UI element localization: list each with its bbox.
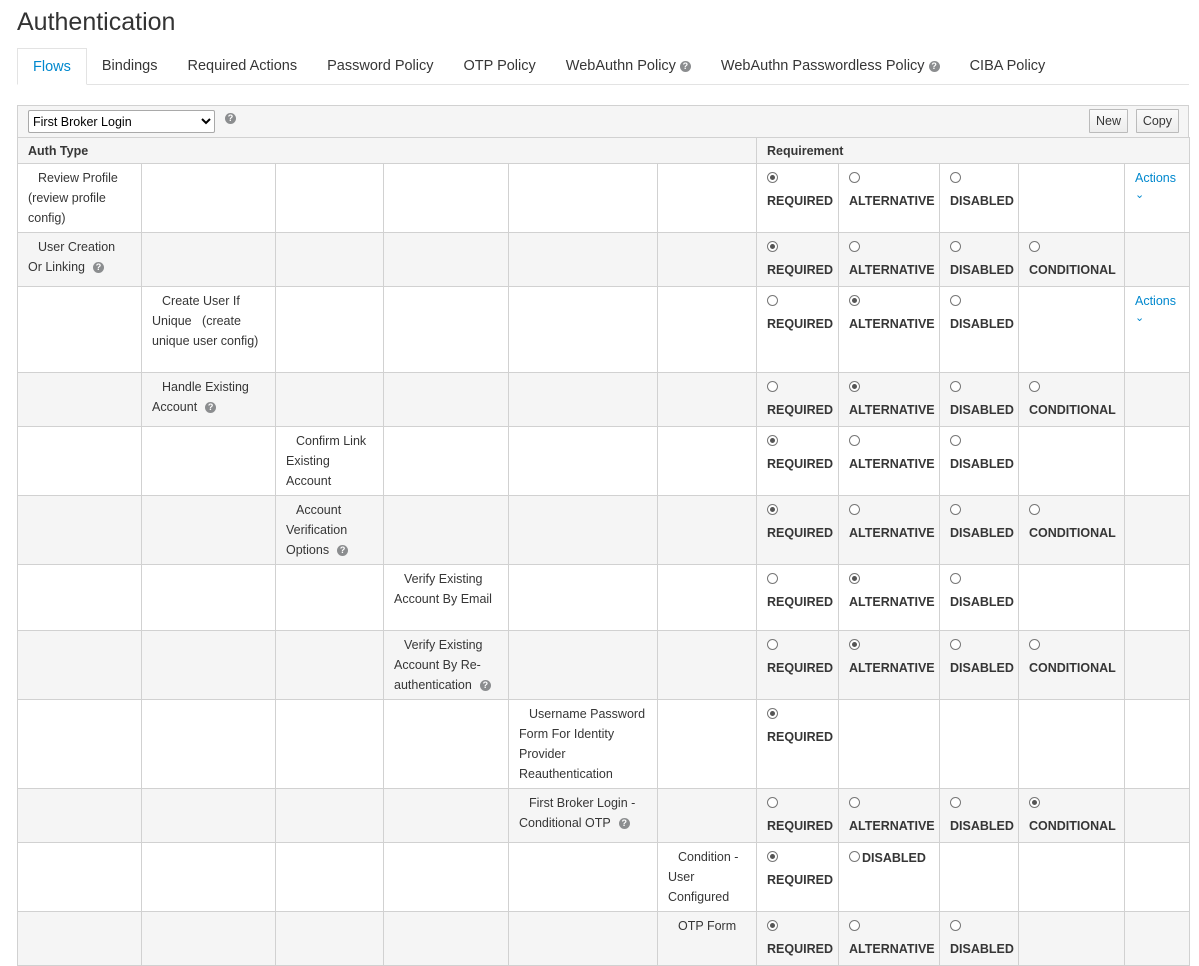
tab-webauthn-passwordless-policy[interactable] (706, 48, 955, 84)
indent-cell (384, 233, 509, 287)
requirement-radio[interactable] (950, 797, 961, 808)
requirement-label: ALTERNATIVE (849, 263, 935, 277)
requirement-label: REQUIRED (767, 942, 833, 956)
requirement-label: DISABLED (950, 263, 1014, 277)
requirement-radio[interactable] (1029, 504, 1040, 515)
indent-cell (142, 164, 276, 233)
tab-label: CIBA Policy (969, 58, 1046, 74)
indent-cell (276, 287, 384, 373)
requirement-label: ALTERNATIVE (849, 403, 935, 417)
requirement-label: DISABLED (950, 526, 1014, 540)
requirement-label: REQUIRED (767, 526, 833, 540)
indent-cell (18, 700, 142, 789)
requirement-label: DISABLED (950, 661, 1014, 675)
table-row (18, 373, 1190, 427)
requirement-label: ALTERNATIVE (849, 194, 935, 208)
indent-cell (384, 427, 509, 496)
tab-label: WebAuthn Passwordless Policy (720, 58, 925, 74)
empty-requirement-cell (1019, 700, 1125, 789)
indent-cell (509, 373, 658, 427)
indent-cell (658, 496, 757, 565)
execution-name: Verify Existing Account By Email (394, 572, 492, 606)
requirement-option (839, 843, 940, 912)
indent-cell (18, 912, 142, 966)
indent-cell (658, 789, 757, 843)
actions-cell (1125, 565, 1190, 631)
indent-cell (658, 164, 757, 233)
indent-cell (276, 789, 384, 843)
indent-cell (276, 700, 384, 789)
table-row (18, 700, 1190, 789)
requirement-label: REQUIRED (767, 873, 833, 887)
requirement-label: CONDITIONAL (1029, 526, 1116, 540)
auth-name-cell (384, 565, 509, 631)
requirement-label: DISABLED (950, 403, 1014, 417)
empty-requirement-cell (940, 700, 1019, 789)
indent-cell (384, 164, 509, 233)
requirement-label: DISABLED (950, 457, 1014, 471)
tab-webauthn-policy[interactable] (551, 48, 706, 84)
help-icon[interactable]: ? (929, 61, 940, 72)
requirement-option (757, 789, 839, 843)
indent-cell (384, 496, 509, 565)
requirement-label: DISABLED (950, 317, 1014, 331)
empty-requirement-cell (839, 700, 940, 789)
indent-cell (658, 233, 757, 287)
empty-requirement-cell (1019, 287, 1125, 373)
indent-cell (142, 912, 276, 966)
tab-label: Bindings (101, 58, 158, 74)
indent-cell (142, 843, 276, 912)
new-flow-button[interactable]: New (1089, 109, 1128, 133)
requirement-radio[interactable] (950, 573, 961, 584)
requirement-radio[interactable] (950, 504, 961, 515)
requirement-label: REQUIRED (767, 595, 833, 609)
requirement-radio[interactable] (767, 295, 778, 306)
requirement-label: ALTERNATIVE (849, 595, 935, 609)
indent-cell (142, 700, 276, 789)
requirement-radio[interactable] (767, 435, 778, 446)
requirement-label: DISABLED (862, 851, 926, 865)
indent-cell (142, 427, 276, 496)
tab-bindings[interactable] (87, 48, 173, 84)
page-title: Authentication (17, 8, 176, 36)
indent-cell (509, 912, 658, 966)
auth-name-cell (276, 496, 384, 565)
requirement-option (757, 427, 839, 496)
execution-name: Confirm Link Existing Account (286, 434, 370, 488)
table-row (18, 496, 1190, 565)
execution-name: First Broker Login - Conditional OTP (519, 796, 639, 830)
requirement-label: DISABLED (950, 942, 1014, 956)
indent-cell (384, 700, 509, 789)
help-icon[interactable]: ? (93, 262, 104, 273)
requirement-radio[interactable] (849, 573, 860, 584)
indent-cell (276, 233, 384, 287)
auth-type-header: Auth Type (18, 138, 757, 164)
actions-cell (1125, 373, 1190, 427)
requirement-option (1019, 233, 1125, 287)
indent-cell (18, 565, 142, 631)
tab-bar (17, 48, 1189, 85)
auth-name-cell (658, 912, 757, 966)
empty-requirement-cell (1019, 843, 1125, 912)
table-row (18, 427, 1190, 496)
indent-cell (384, 287, 509, 373)
tab-label: Flows (33, 59, 71, 75)
requirement-radio[interactable] (849, 241, 860, 252)
actions-cell (1125, 843, 1190, 912)
table-row (18, 631, 1190, 700)
table-row (18, 233, 1190, 287)
actions-dropdown[interactable]: Actions (1135, 171, 1176, 185)
auth-name-cell (509, 700, 658, 789)
empty-requirement-cell (940, 843, 1019, 912)
requirement-header: Requirement (757, 138, 1190, 164)
requirement-option (757, 164, 839, 233)
requirement-label: DISABLED (950, 194, 1014, 208)
chevron-down-icon[interactable]: ⌄ (1135, 312, 1145, 324)
help-icon[interactable]: ? (619, 818, 630, 829)
requirement-radio[interactable] (849, 172, 860, 183)
actions-cell (1125, 631, 1190, 700)
execution-name: Review Profile (review profile config) (28, 171, 129, 225)
requirement-radio[interactable] (767, 920, 778, 931)
actions-cell (1125, 912, 1190, 966)
indent-cell (276, 912, 384, 966)
indent-cell (509, 496, 658, 565)
actions-cell (1125, 427, 1190, 496)
requirement-label: ALTERNATIVE (849, 317, 935, 331)
requirement-label: CONDITIONAL (1029, 661, 1116, 675)
table-row (18, 843, 1190, 912)
indent-cell (384, 843, 509, 912)
requirement-radio[interactable] (950, 241, 961, 252)
empty-requirement-cell (1019, 164, 1125, 233)
requirement-radio[interactable] (849, 504, 860, 515)
empty-requirement-cell (1019, 565, 1125, 631)
actions-cell (1125, 700, 1190, 789)
execution-name: Handle Existing Account (152, 380, 252, 414)
requirement-radio[interactable] (849, 435, 860, 446)
requirement-option (839, 565, 940, 631)
requirement-radio[interactable] (767, 504, 778, 515)
indent-cell (384, 789, 509, 843)
requirement-label: CONDITIONAL (1029, 819, 1116, 833)
help-icon[interactable]: ? (337, 545, 348, 556)
requirement-radio[interactable] (1029, 381, 1040, 392)
help-icon[interactable]: ? (225, 113, 236, 124)
indent-cell (658, 565, 757, 631)
indent-cell (276, 843, 384, 912)
requirement-option (757, 843, 839, 912)
table-row (18, 287, 1190, 373)
requirement-radio[interactable] (767, 241, 778, 252)
requirement-radio[interactable] (849, 920, 860, 931)
indent-cell (276, 164, 384, 233)
requirement-option (940, 912, 1019, 966)
auth-name-cell (18, 164, 142, 233)
execution-name: Condition - User Configured (668, 850, 742, 904)
indent-cell (384, 912, 509, 966)
indent-cell (509, 233, 658, 287)
tab-password-policy[interactable] (312, 48, 448, 84)
execution-name: User Creation Or Linking (28, 240, 119, 274)
indent-cell (658, 427, 757, 496)
requirement-option (839, 427, 940, 496)
requirement-radio[interactable] (849, 639, 860, 650)
requirement-option (1019, 631, 1125, 700)
requirement-label: REQUIRED (767, 661, 833, 675)
indent-cell (142, 631, 276, 700)
requirement-option (757, 631, 839, 700)
auth-name-cell (658, 843, 757, 912)
requirement-radio[interactable] (950, 172, 961, 183)
auth-name-cell (18, 233, 142, 287)
auth-name-cell (142, 373, 276, 427)
requirement-radio[interactable] (849, 797, 860, 808)
auth-name-cell (276, 427, 384, 496)
requirement-radio[interactable] (950, 435, 961, 446)
requirement-radio[interactable] (767, 573, 778, 584)
requirement-option (940, 373, 1019, 427)
requirement-option (839, 789, 940, 843)
requirement-option (1019, 789, 1125, 843)
requirement-label: ALTERNATIVE (849, 942, 935, 956)
tab-label: Required Actions (187, 58, 298, 74)
tab-label: OTP Policy (463, 58, 536, 74)
execution-name: Account Verification Options (286, 503, 351, 557)
requirement-radio[interactable] (1029, 639, 1040, 650)
requirement-radio[interactable] (1029, 241, 1040, 252)
requirement-option (940, 565, 1019, 631)
requirement-option (940, 631, 1019, 700)
execution-name: OTP Form (678, 919, 737, 933)
indent-cell (18, 427, 142, 496)
requirement-label: REQUIRED (767, 403, 833, 417)
requirement-radio[interactable] (767, 797, 778, 808)
indent-cell (509, 631, 658, 700)
requirement-label: REQUIRED (767, 730, 833, 744)
indent-cell (509, 843, 658, 912)
tab-label: WebAuthn Policy (565, 58, 676, 74)
indent-cell (18, 496, 142, 565)
auth-name-cell (509, 789, 658, 843)
requirement-radio[interactable] (767, 851, 778, 862)
tab-otp-policy[interactable] (449, 48, 551, 84)
execution-name: Verify Existing Account By Re-authentication (394, 638, 486, 692)
requirement-radio[interactable] (950, 639, 961, 650)
table-row (18, 789, 1190, 843)
requirement-option (839, 287, 940, 373)
auth-name-cell (384, 631, 509, 700)
requirement-label: ALTERNATIVE (849, 526, 935, 540)
indent-cell (509, 427, 658, 496)
requirement-option (839, 233, 940, 287)
indent-cell (658, 373, 757, 427)
requirement-radio[interactable] (767, 381, 778, 392)
requirement-label: REQUIRED (767, 819, 833, 833)
requirement-option (1019, 373, 1125, 427)
actions-cell (1125, 789, 1190, 843)
indent-cell (18, 373, 142, 427)
requirement-radio[interactable] (849, 295, 860, 306)
actions-cell (1125, 164, 1190, 233)
help-icon[interactable]: ? (205, 402, 216, 413)
requirement-label: DISABLED (950, 595, 1014, 609)
indent-cell (142, 789, 276, 843)
flows-table (17, 137, 1190, 966)
requirement-label: REQUIRED (767, 457, 833, 471)
table-row (18, 912, 1190, 966)
requirement-option (940, 233, 1019, 287)
actions-cell (1125, 287, 1190, 373)
chevron-down-icon[interactable]: ⌄ (1135, 189, 1145, 201)
indent-cell (18, 287, 142, 373)
empty-requirement-cell (1019, 427, 1125, 496)
requirement-label: ALTERNATIVE (849, 819, 935, 833)
copy-flow-button[interactable]: Copy (1136, 109, 1179, 133)
tab-label: Password Policy (327, 58, 434, 74)
requirement-option (940, 496, 1019, 565)
requirement-option (940, 427, 1019, 496)
tab-flows[interactable] (17, 48, 87, 85)
indent-cell (142, 233, 276, 287)
tab-required-actions[interactable] (173, 48, 313, 84)
requirement-option (839, 631, 940, 700)
flow-select[interactable] (28, 110, 215, 133)
requirement-option (757, 373, 839, 427)
table-row (18, 565, 1190, 631)
table-row (18, 164, 1190, 233)
requirement-option (757, 287, 839, 373)
help-icon[interactable]: ? (480, 680, 491, 691)
requirement-option (940, 287, 1019, 373)
indent-cell (276, 631, 384, 700)
flow-toolbar (17, 105, 1189, 139)
requirement-radio[interactable] (767, 639, 778, 650)
indent-cell (18, 789, 142, 843)
requirement-radio[interactable] (950, 920, 961, 931)
auth-name-cell (142, 287, 276, 373)
requirement-radio[interactable] (849, 851, 860, 862)
execution-name: Username Password Form For Identity Provider Reauthentication (519, 707, 649, 781)
empty-requirement-cell (1019, 912, 1125, 966)
requirement-option (757, 912, 839, 966)
indent-cell (142, 565, 276, 631)
requirement-radio[interactable] (767, 172, 778, 183)
indent-cell (658, 631, 757, 700)
indent-cell (276, 373, 384, 427)
actions-cell (1125, 496, 1190, 565)
requirement-option (839, 373, 940, 427)
actions-cell (1125, 233, 1190, 287)
indent-cell (18, 843, 142, 912)
indent-cell (384, 373, 509, 427)
requirement-option (940, 789, 1019, 843)
requirement-option (839, 912, 940, 966)
indent-cell (509, 287, 658, 373)
requirement-label: REQUIRED (767, 263, 833, 277)
indent-cell (509, 565, 658, 631)
requirement-option (757, 700, 839, 789)
actions-dropdown[interactable]: Actions (1135, 294, 1176, 308)
indent-cell (142, 496, 276, 565)
tab-ciba-policy[interactable] (955, 48, 1061, 84)
requirement-option (839, 496, 940, 565)
requirement-option (839, 164, 940, 233)
requirement-radio[interactable] (1029, 797, 1040, 808)
requirement-option (757, 496, 839, 565)
requirement-label: ALTERNATIVE (849, 457, 935, 471)
requirement-option (1019, 496, 1125, 565)
requirement-option (757, 233, 839, 287)
requirement-radio[interactable] (767, 708, 778, 719)
requirement-label: DISABLED (950, 819, 1014, 833)
indent-cell (18, 631, 142, 700)
indent-cell (658, 287, 757, 373)
requirement-label: CONDITIONAL (1029, 263, 1116, 277)
requirement-label: ALTERNATIVE (849, 661, 935, 675)
requirement-label: CONDITIONAL (1029, 403, 1116, 417)
indent-cell (276, 565, 384, 631)
requirement-label: REQUIRED (767, 317, 833, 331)
indent-cell (658, 700, 757, 789)
requirement-radio[interactable] (950, 381, 961, 392)
requirement-radio[interactable] (950, 295, 961, 306)
requirement-label: REQUIRED (767, 194, 833, 208)
help-icon[interactable]: ? (680, 61, 691, 72)
requirement-option (940, 164, 1019, 233)
execution-name: Create User If Unique (create unique user config) (152, 294, 259, 348)
requirement-option (757, 565, 839, 631)
requirement-radio[interactable] (849, 381, 860, 392)
indent-cell (509, 164, 658, 233)
